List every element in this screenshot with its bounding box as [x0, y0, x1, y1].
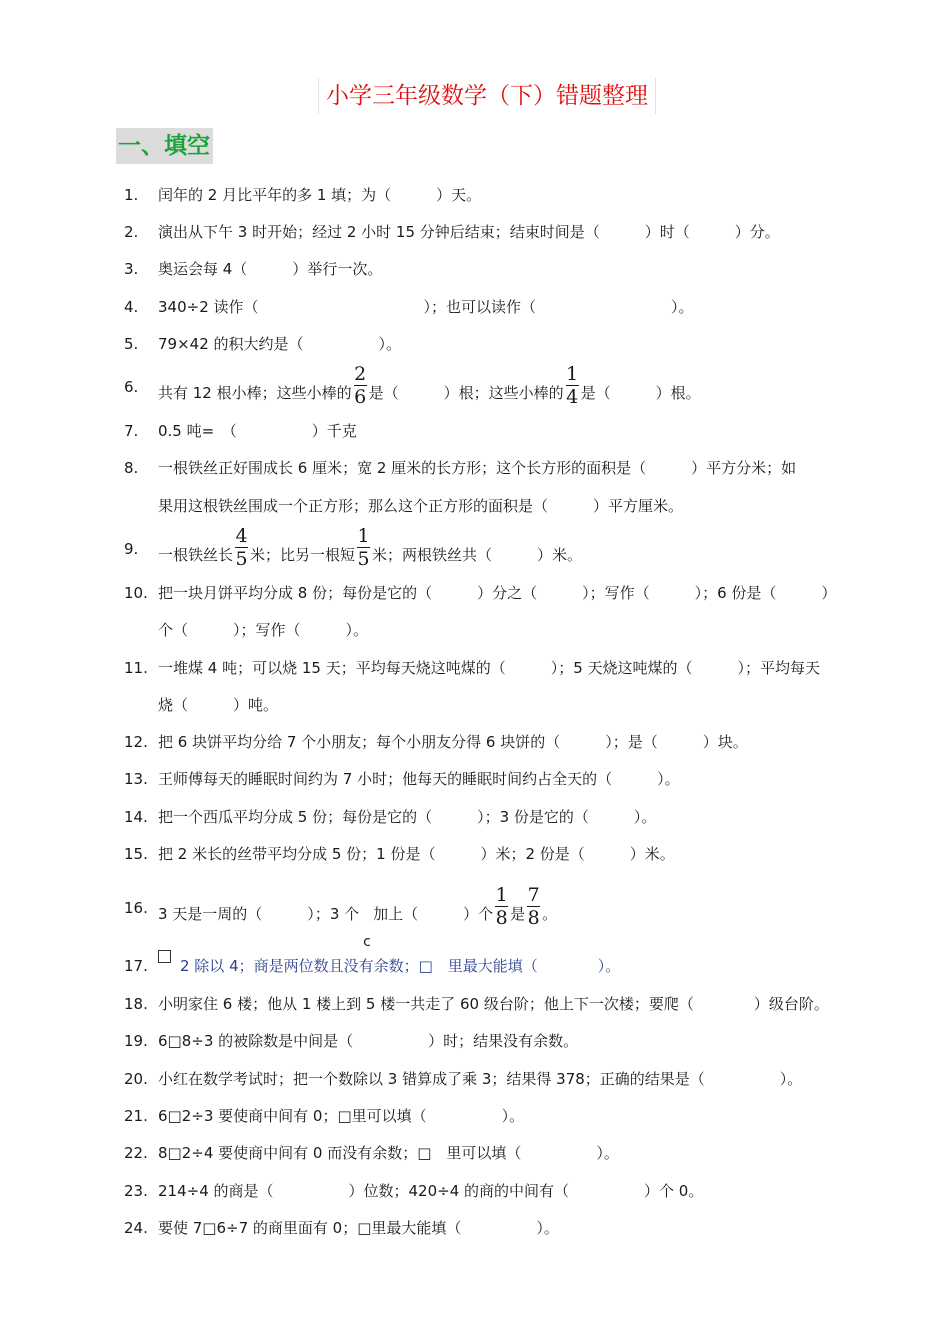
fraction: [495, 885, 508, 928]
question-text: 把一个西瓜平均分成 5 份；每份是它的（ ）；3 份是它的（ ）。: [158, 808, 657, 826]
section-heading: 一、填空: [116, 128, 213, 164]
question-text: [158, 884, 558, 950]
question-text: 79×42 的积大约是（ ）。: [158, 335, 402, 353]
denominator: 8: [495, 907, 508, 929]
question-text: 把 6 块饼平均分给 7 个小朋友；每个小朋友分得 6 块饼的（ ）；是（ ）块。: [158, 733, 748, 751]
question-text-part: 共有 12 根小棒；这些小棒的: [158, 384, 352, 402]
question-text: 2 除以 4；商是两位数且没有余数；□ 里最大能填（ ）。: [180, 957, 621, 975]
question-number: 5.: [124, 335, 139, 353]
question-number: 4.: [124, 298, 139, 316]
numerator: 1: [566, 363, 579, 385]
fraction: [566, 364, 579, 407]
question-number: 14.: [124, 808, 148, 826]
denominator: 5: [357, 548, 370, 570]
numerator: 7: [527, 884, 540, 906]
question-text: [158, 363, 701, 409]
question-number: 17.: [124, 957, 148, 975]
question-number: 19.: [124, 1032, 148, 1050]
page-title: 小学三年级数学（下）错题整理: [318, 78, 656, 114]
numerator: 1: [357, 525, 370, 547]
denominator: 8: [527, 907, 540, 929]
question-text: 要使 7□6÷7 的商里面有 0；□里最大能填（ ）。: [158, 1219, 559, 1237]
question-text-line: 把一块月饼平均分成 8 份；每份是它的（ ）分之（ ）；写作（ ）；6 份是（ ）: [158, 584, 837, 602]
question-text: 340÷2 读作（ ）；也可以读作（ ）。: [158, 298, 694, 316]
question-text: 6□8÷3 的被除数是中间是（ ）时；结果没有余数。: [158, 1032, 579, 1050]
denominator: 4: [566, 386, 579, 408]
question-number: 20.: [124, 1070, 148, 1088]
question-number: 8.: [124, 459, 139, 477]
question-number: 15.: [124, 845, 148, 863]
question-number: 12.: [124, 733, 148, 751]
fraction: [357, 526, 370, 569]
question-number: 9.: [124, 540, 139, 558]
question-text: 小红在数学考试时；把一个数除以 3 错算成了乘 3；结果得 378；正确的结果是（ ）。: [158, 1070, 803, 1088]
question-text-part: 加上（ ）个: [373, 905, 494, 923]
question-number: 2.: [124, 223, 139, 241]
denominator: 5: [235, 548, 248, 570]
question-text-part: 是（ ）根；这些小棒的: [368, 384, 564, 402]
question-number: 1.: [124, 186, 139, 204]
question-text: [158, 525, 583, 571]
question-number: 6.: [124, 378, 139, 396]
numerator: 4: [235, 525, 248, 547]
question-text: 闰年的 2 月比平年的多 1 填；为（ ）天。: [158, 186, 482, 204]
question-text: 8□2÷4 要使商中间有 0 而没有余数；□ 里可以填（ ）。: [158, 1144, 619, 1162]
numerator: 1: [495, 884, 508, 906]
question-number: 7.: [124, 422, 139, 440]
sub-mark: c: [363, 934, 371, 950]
question-number: 13.: [124, 770, 148, 788]
question-number: 3.: [124, 260, 139, 278]
question-number: 23.: [124, 1182, 148, 1200]
question-text-part: 一根铁丝长: [158, 546, 234, 564]
question-text-line: 一堆煤 4 吨；可以烧 15 天；平均每天烧这吨煤的（ ）；5 天烧这吨煤的（ ）；平均每天: [158, 659, 821, 677]
question-text: 6□2÷3 要使商中间有 0；□里可以填（ ）。: [158, 1107, 525, 1125]
question-text: 王师傅每天的睡眠时间约为 7 小时；他每天的睡眠时间约占全天的（ ）。: [158, 770, 680, 788]
question-text: 把 2 米长的丝带平均分成 5 份；1 份是（ ）米；2 份是（ ）米。: [158, 845, 675, 863]
question-text-part: 是: [510, 905, 526, 923]
question-text-line: 烧（ ）吨。: [158, 696, 279, 714]
question-number: 22.: [124, 1144, 148, 1162]
question-text-part: 是（ ）根。: [580, 384, 701, 402]
question-text-part: 米；两根铁丝共（ ）米。: [372, 546, 583, 564]
question-text-line: 一根铁丝正好围成长 6 厘米；宽 2 厘米的长方形；这个长方形的面积是（ ）平方分米；如: [158, 459, 797, 477]
question-text: 小明家住 6 楼；他从 1 楼上到 5 楼一共走了 60 级台阶；他上下一次楼；要爬（ ）级台阶。: [158, 995, 829, 1013]
blank-box-icon: [158, 950, 171, 963]
question-text-line: 个（ ）；写作（ ）。: [158, 621, 369, 639]
question-text: 奥运会每 4（ ）举行一次。: [158, 260, 383, 278]
question-text-part: 3 天是一周的（ ）；3 个: [158, 905, 360, 923]
question-number: 18.: [124, 995, 148, 1013]
question-text-part: 米；比另一根短: [250, 546, 356, 564]
question-number: 10.: [124, 584, 148, 602]
question-text: 214÷4 的商是（ ）位数；420÷4 的商的中间有（ ）个 0。: [158, 1182, 704, 1200]
question-text-line: 果用这根铁丝围成一个正方形；那么这个正方形的面积是（ ）平方厘米。: [158, 497, 684, 515]
fraction: [235, 526, 248, 569]
numerator: 2: [354, 363, 367, 385]
question-number: 21.: [124, 1107, 148, 1125]
question-number: 24.: [124, 1219, 148, 1237]
question-number: 16.: [124, 899, 148, 917]
question-text: 0.5 吨= （ ）千克: [158, 422, 357, 440]
fraction: [527, 885, 540, 928]
question-text: 演出从下午 3 时开始；经过 2 小时 15 分钟后结束；结束时间是（ ）时（ ）分。: [158, 223, 780, 241]
question-number: 11.: [124, 659, 148, 677]
denominator: 6: [354, 386, 367, 408]
question-text-part: 。: [542, 905, 558, 923]
fraction: [354, 364, 367, 407]
